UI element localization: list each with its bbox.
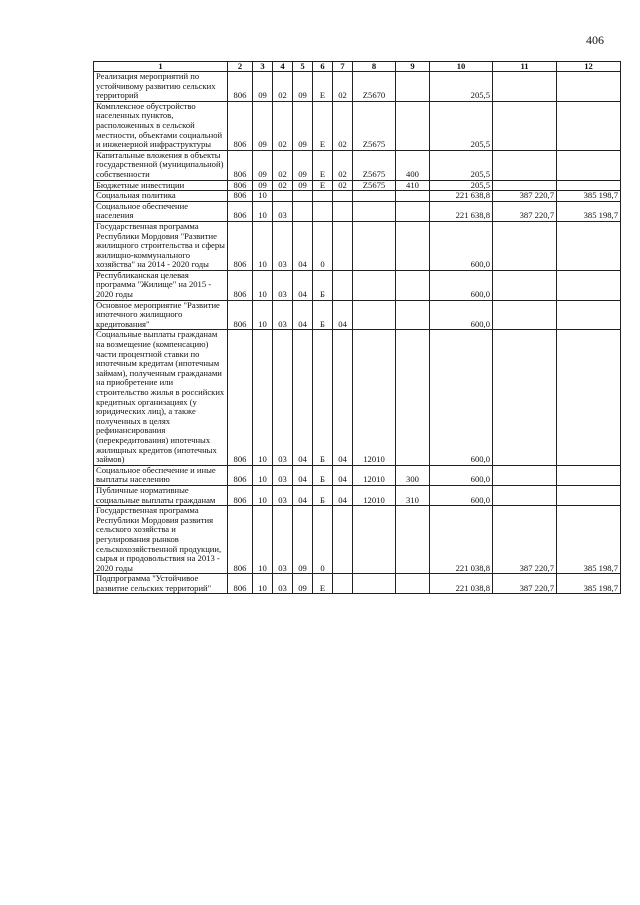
cell-amount-11 [493, 221, 557, 270]
cell-amount-12 [557, 330, 621, 465]
cell-subprogram: Е [313, 72, 333, 102]
cell-subsection: 03 [273, 300, 293, 330]
cell-subsection: 03 [273, 201, 293, 221]
cell-amount-12 [557, 485, 621, 505]
page-number: 406 [586, 33, 604, 47]
cell-amount-12 [557, 270, 621, 300]
cell-program: 04 [293, 300, 313, 330]
row-name: Социальная политика [94, 191, 228, 202]
column-header: 2 [228, 62, 253, 72]
cell-expense-type [396, 72, 430, 102]
column-header: 1 [94, 62, 228, 72]
cell-program: 04 [293, 221, 313, 270]
cell-section: 09 [253, 150, 273, 180]
cell-ministry: 806 [228, 465, 253, 485]
cell-amount-10: 205,5 [430, 72, 493, 102]
cell-ministry: 806 [228, 330, 253, 465]
cell-activity: 02 [333, 150, 353, 180]
cell-subsection: 02 [273, 150, 293, 180]
cell-expense-type [396, 330, 430, 465]
cell-section: 10 [253, 574, 273, 594]
cell-ministry: 806 [228, 201, 253, 221]
cell-amount-11 [493, 330, 557, 465]
header-row [94, 62, 621, 72]
cell-expense-type: 400 [396, 150, 430, 180]
cell-direction: 12010 [353, 465, 396, 485]
cell-direction: Z5675 [353, 150, 396, 180]
cell-direction [353, 191, 396, 202]
cell-program: 04 [293, 465, 313, 485]
cell-amount-12: 385 198,7 [557, 506, 621, 574]
cell-subsection: 03 [273, 270, 293, 300]
cell-amount-10: 600,0 [430, 300, 493, 330]
cell-amount-11: 387 220,7 [493, 506, 557, 574]
budget-table [93, 61, 621, 594]
cell-subsection: 03 [273, 465, 293, 485]
cell-subsection: 03 [273, 574, 293, 594]
cell-subsection: 02 [273, 180, 293, 191]
cell-subprogram: Е [313, 150, 333, 180]
cell-ministry: 806 [228, 300, 253, 330]
cell-subsection [273, 191, 293, 202]
cell-amount-10: 205,5 [430, 101, 493, 150]
cell-subsection: 02 [273, 72, 293, 102]
cell-amount-11 [493, 485, 557, 505]
column-header: 7 [333, 62, 353, 72]
cell-activity: 04 [333, 465, 353, 485]
cell-amount-11 [493, 300, 557, 330]
cell-amount-11: 387 220,7 [493, 191, 557, 202]
cell-ministry: 806 [228, 101, 253, 150]
cell-expense-type [396, 101, 430, 150]
row-name: Капитальные вложения в объекты государственной (муниципальной) собственности [94, 150, 228, 180]
table-row [94, 191, 621, 202]
cell-program: 09 [293, 506, 313, 574]
row-name: Республиканская целевая программа "Жилище" на 2015 - 2020 годы [94, 270, 228, 300]
cell-amount-11 [493, 270, 557, 300]
cell-direction: Z5670 [353, 72, 396, 102]
column-header: 12 [557, 62, 621, 72]
cell-section: 10 [253, 506, 273, 574]
cell-amount-12 [557, 221, 621, 270]
cell-program: 09 [293, 72, 313, 102]
cell-amount-12: 385 198,7 [557, 191, 621, 202]
table-row [94, 574, 621, 594]
cell-amount-10: 600,0 [430, 330, 493, 465]
cell-amount-10: 600,0 [430, 465, 493, 485]
cell-subprogram: Б [313, 330, 333, 465]
cell-amount-11: 387 220,7 [493, 574, 557, 594]
cell-amount-10: 600,0 [430, 270, 493, 300]
cell-section: 10 [253, 201, 273, 221]
cell-program: 04 [293, 485, 313, 505]
cell-subprogram: 0 [313, 506, 333, 574]
cell-direction [353, 506, 396, 574]
cell-amount-12 [557, 465, 621, 485]
cell-section: 09 [253, 180, 273, 191]
cell-subsection: 03 [273, 330, 293, 465]
cell-section: 10 [253, 485, 273, 505]
table-row [94, 300, 621, 330]
cell-direction [353, 221, 396, 270]
cell-subprogram: Б [313, 270, 333, 300]
cell-direction [353, 300, 396, 330]
cell-subsection: 03 [273, 506, 293, 574]
column-header: 4 [273, 62, 293, 72]
row-name: Государственная программа Республики Мордовия развития сельского хозяйства и регулирования рынков сельскохозяйственной продукции, сырья и продовольствия на 2013 - 2020 годы [94, 506, 228, 574]
cell-direction: 12010 [353, 330, 396, 465]
row-name: Социальные выплаты гражданам на возмещение (компенсацию) части процентной ставки по ипотечным кредитам (ипотечным займам), полученным гражданами на приобретение или строительство жилья в российских кредитных организациях (у юридических лиц), а также полученных в целях рефинансирования (перекредитования) ипотечных жилищных кредитов (ипотечных займов) [94, 330, 228, 465]
cell-subprogram [313, 201, 333, 221]
cell-activity [333, 270, 353, 300]
cell-activity: 04 [333, 485, 353, 505]
cell-amount-11 [493, 72, 557, 102]
cell-section: 10 [253, 191, 273, 202]
cell-expense-type: 410 [396, 180, 430, 191]
column-header: 3 [253, 62, 273, 72]
cell-activity [333, 574, 353, 594]
cell-program: 09 [293, 101, 313, 150]
table-row [94, 150, 621, 180]
cell-ministry: 806 [228, 270, 253, 300]
table-row [94, 101, 621, 150]
cell-direction: Z5675 [353, 180, 396, 191]
table-row [94, 270, 621, 300]
cell-expense-type [396, 191, 430, 202]
table-row [94, 72, 621, 102]
cell-program [293, 201, 313, 221]
row-name: Социальное обеспечение населения [94, 201, 228, 221]
cell-amount-12: 385 198,7 [557, 574, 621, 594]
column-header: 6 [313, 62, 333, 72]
cell-subprogram: Е [313, 101, 333, 150]
cell-program: 09 [293, 150, 313, 180]
row-name: Комплексное обустройство населенных пунктов, расположенных в сельской местности, объектами социальной и инженерной инфраструктуры [94, 101, 228, 150]
cell-program: 09 [293, 180, 313, 191]
cell-subprogram: 0 [313, 221, 333, 270]
cell-subsection: 03 [273, 221, 293, 270]
row-name: Реализация мероприятий по устойчивому развитию сельских территорий [94, 72, 228, 102]
cell-amount-12 [557, 180, 621, 191]
cell-amount-11 [493, 150, 557, 180]
table-row [94, 221, 621, 270]
cell-expense-type [396, 300, 430, 330]
cell-amount-11 [493, 180, 557, 191]
cell-amount-11 [493, 465, 557, 485]
column-header: 11 [493, 62, 557, 72]
table-row [94, 201, 621, 221]
cell-subprogram: Б [313, 465, 333, 485]
cell-ministry: 806 [228, 191, 253, 202]
cell-amount-10: 221 038,8 [430, 574, 493, 594]
cell-subprogram [313, 191, 333, 202]
cell-activity: 04 [333, 300, 353, 330]
cell-direction [353, 201, 396, 221]
cell-direction [353, 270, 396, 300]
cell-amount-10: 205,5 [430, 150, 493, 180]
cell-ministry: 806 [228, 150, 253, 180]
cell-subprogram: Б [313, 485, 333, 505]
cell-subsection: 03 [273, 485, 293, 505]
cell-direction: Z5675 [353, 101, 396, 150]
cell-section: 09 [253, 101, 273, 150]
cell-activity: 04 [333, 330, 353, 465]
row-name: Социальное обеспечение и иные выплаты населению [94, 465, 228, 485]
cell-subprogram: Е [313, 574, 333, 594]
cell-ministry: 806 [228, 574, 253, 594]
cell-ministry: 806 [228, 221, 253, 270]
table-row [94, 465, 621, 485]
cell-expense-type: 310 [396, 485, 430, 505]
cell-amount-10: 221 638,8 [430, 191, 493, 202]
cell-expense-type [396, 270, 430, 300]
cell-amount-12: 385 198,7 [557, 201, 621, 221]
cell-expense-type [396, 201, 430, 221]
cell-expense-type [396, 506, 430, 574]
cell-subprogram: Е [313, 180, 333, 191]
table-row [94, 180, 621, 191]
cell-amount-10: 600,0 [430, 485, 493, 505]
row-name: Государственная программа Республики Мордовия "Развитие жилищного строительства и сферы жилищно-коммунального хозяйства" на 2014 - 2020 годы [94, 221, 228, 270]
cell-amount-12 [557, 150, 621, 180]
table-row [94, 485, 621, 505]
cell-section: 10 [253, 330, 273, 465]
cell-amount-10: 221 038,8 [430, 506, 493, 574]
cell-activity: 02 [333, 72, 353, 102]
cell-expense-type [396, 221, 430, 270]
cell-direction: 12010 [353, 485, 396, 505]
cell-activity [333, 506, 353, 574]
cell-program [293, 191, 313, 202]
table-row [94, 506, 621, 574]
column-header: 9 [396, 62, 430, 72]
cell-amount-11 [493, 101, 557, 150]
cell-ministry: 806 [228, 180, 253, 191]
cell-program: 04 [293, 270, 313, 300]
cell-ministry: 806 [228, 485, 253, 505]
cell-program: 04 [293, 330, 313, 465]
row-name: Публичные нормативные социальные выплаты гражданам [94, 485, 228, 505]
cell-activity: 02 [333, 180, 353, 191]
cell-ministry: 806 [228, 506, 253, 574]
cell-activity [333, 201, 353, 221]
cell-program: 09 [293, 574, 313, 594]
cell-amount-12 [557, 101, 621, 150]
cell-section: 10 [253, 270, 273, 300]
cell-ministry: 806 [228, 72, 253, 102]
cell-amount-11: 387 220,7 [493, 201, 557, 221]
table-row [94, 330, 621, 465]
row-name: Подпрограмма "Устойчивое развитие сельских территорий" [94, 574, 228, 594]
cell-section: 10 [253, 300, 273, 330]
cell-section: 10 [253, 465, 273, 485]
cell-expense-type [396, 574, 430, 594]
cell-subprogram: Б [313, 300, 333, 330]
column-header: 8 [353, 62, 396, 72]
column-header: 10 [430, 62, 493, 72]
cell-amount-10: 221 638,8 [430, 201, 493, 221]
cell-activity [333, 221, 353, 270]
cell-amount-12 [557, 300, 621, 330]
cell-amount-10: 600,0 [430, 221, 493, 270]
column-header: 5 [293, 62, 313, 72]
cell-amount-12 [557, 72, 621, 102]
cell-section: 09 [253, 72, 273, 102]
cell-subsection: 02 [273, 101, 293, 150]
cell-direction [353, 574, 396, 594]
cell-amount-10: 205,5 [430, 180, 493, 191]
row-name: Основное мероприятие "Развитие ипотечного жилищного кредитования" [94, 300, 228, 330]
cell-section: 10 [253, 221, 273, 270]
cell-expense-type: 300 [396, 465, 430, 485]
cell-activity: 02 [333, 101, 353, 150]
row-name: Бюджетные инвестиции [94, 180, 228, 191]
cell-activity [333, 191, 353, 202]
